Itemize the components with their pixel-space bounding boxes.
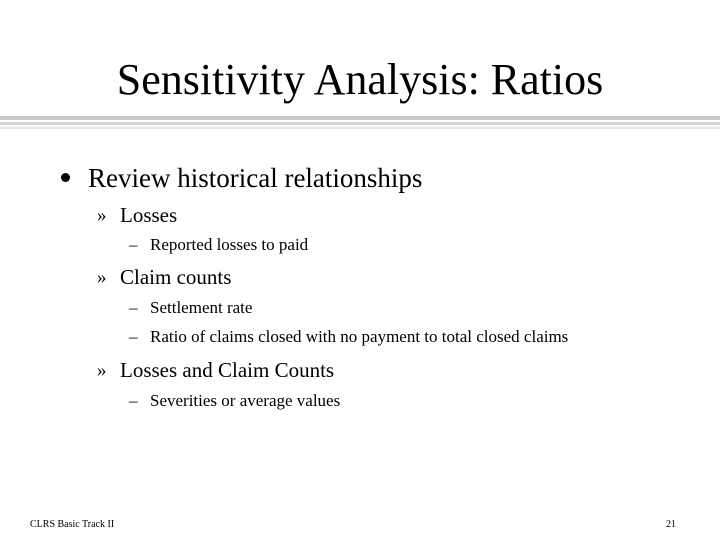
dash-marker-icon: – [129, 391, 138, 410]
detail-item: Reported losses to paid [150, 235, 309, 254]
footer-text: CLRS Basic Track II [30, 519, 115, 530]
title-divider [0, 127, 720, 129]
chevron-marker-icon: » [97, 205, 107, 226]
dash-marker-icon: – [129, 327, 138, 346]
dash-marker-icon: – [129, 298, 138, 317]
title-divider [0, 122, 720, 125]
slide-title: Sensitivity Analysis: Ratios [116, 55, 604, 104]
title-divider [0, 116, 720, 120]
chevron-marker-icon: » [97, 267, 107, 288]
sub-bullet-losses-and-claim-counts: Losses and Claim Counts [120, 358, 335, 382]
dash-marker-icon: – [129, 235, 138, 254]
detail-item: Settlement rate [150, 298, 253, 317]
sub-bullet-claim-counts: Claim counts [120, 265, 232, 289]
bullet-dot-icon [61, 173, 70, 182]
chevron-marker-icon: » [97, 360, 107, 381]
detail-item: Severities or average values [150, 391, 341, 410]
main-bullet-text: Review historical relationships [88, 163, 423, 193]
sub-bullet-losses: Losses [120, 203, 178, 227]
page-number: 21 [666, 519, 676, 530]
detail-item: Ratio of claims closed with no payment to total closed claims [150, 327, 569, 346]
